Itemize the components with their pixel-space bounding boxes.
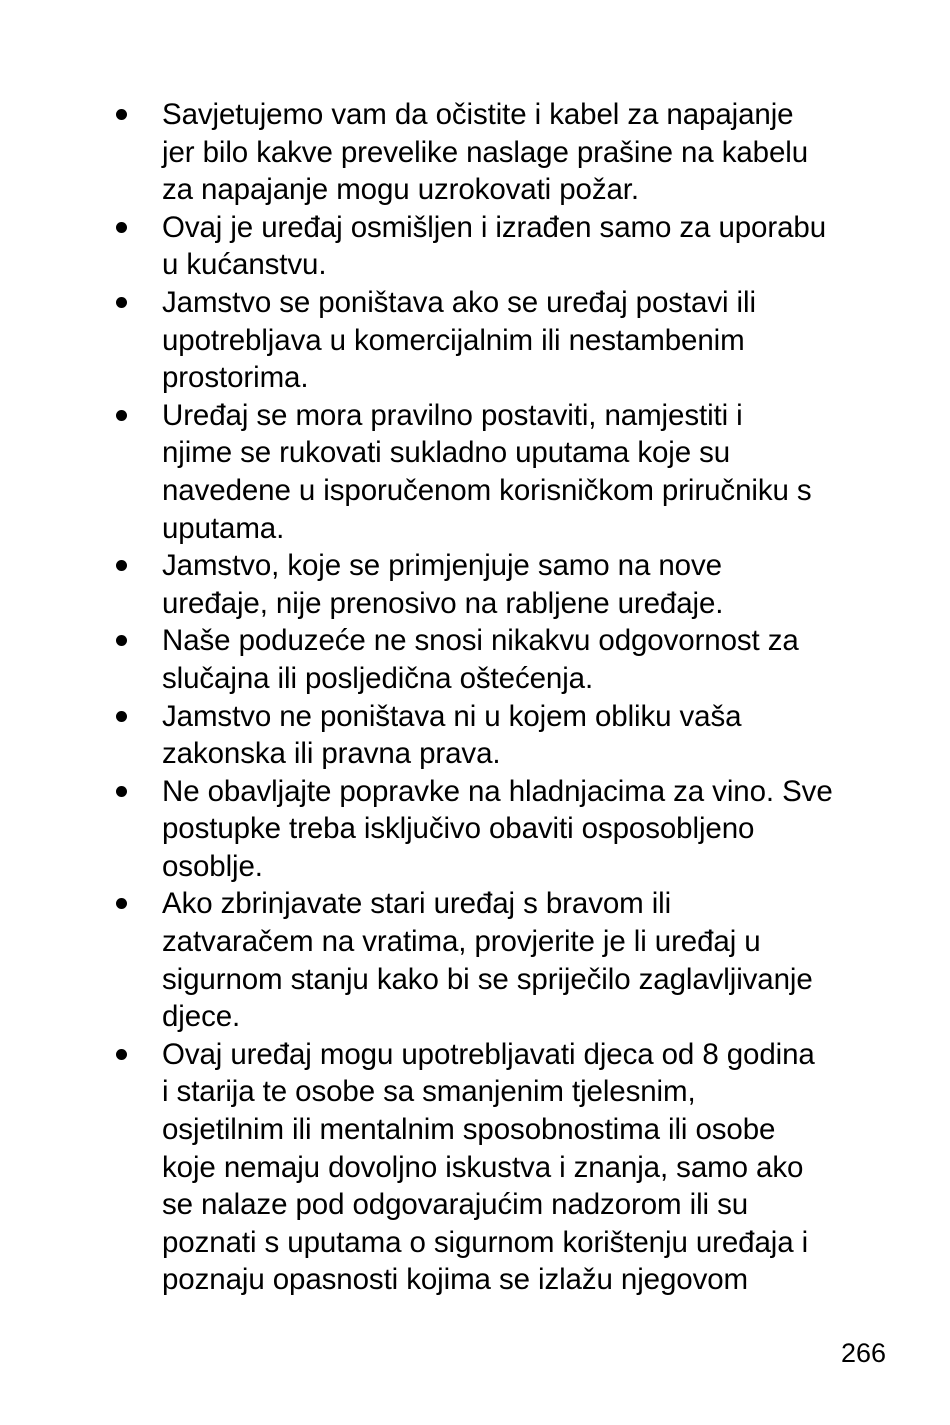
list-item-text-line: u kućanstvu.	[162, 248, 327, 282]
list-item-text-line: Ovaj je uređaj osmišljen i izrađen samo za uporabu	[162, 210, 827, 244]
list-item-text-line: upotrebljava u komercijalnim ili nestambenim	[162, 323, 745, 357]
bullet-icon	[116, 1049, 127, 1060]
list-item-text-line: koje nemaju dovoljno iskustva i znanja, samo ako	[162, 1150, 804, 1184]
list-item-text-line: jer bilo kakve prevelike naslage prašine na kabelu	[162, 135, 809, 169]
list-item	[112, 397, 902, 547]
bullet-icon	[116, 560, 127, 571]
list-item-text-line: Uređaj se mora pravilno postaviti, namjestiti i	[162, 398, 743, 432]
list-item-text-line: Ne obavljajte popravke na hladnjacima za vino. Sve	[162, 774, 833, 808]
list-item-text-line: i starija te osobe sa smanjenim tjelesnim,	[162, 1075, 696, 1109]
list-item-text-line: uređaje, nije prenosivo na rabljene uređaje.	[162, 586, 724, 620]
list-item-text-line: za napajanje mogu uzrokovati požar.	[162, 173, 639, 207]
list-item-text-line: se nalaze pod odgovarajućim nadzorom ili su	[162, 1188, 749, 1222]
list-item	[112, 209, 902, 284]
bullet-icon	[116, 711, 127, 722]
list-item-text-line: Naše poduzeće ne snosi nikakvu odgovornost za	[162, 624, 799, 658]
list-item-text-line: navedene u isporučenom korisničkom priručniku s	[162, 473, 812, 507]
list-item	[112, 96, 902, 209]
list-item	[112, 773, 902, 886]
list-item-text-line: prostorima.	[162, 361, 309, 395]
list-item-text-line: osoblje.	[162, 849, 263, 883]
bullet-icon	[116, 635, 127, 646]
list-item-text-line: sigurnom stanju kako bi se spriječilo zaglavljivanje	[162, 962, 813, 996]
bullet-list	[112, 96, 902, 1299]
list-item-text-line: osjetilnim ili mentalnim sposobnostima ili osobe	[162, 1113, 776, 1147]
list-item-text-line: Jamstvo, koje se primjenjuje samo na nove	[162, 549, 722, 583]
bullet-icon	[116, 109, 127, 120]
bullet-icon	[116, 222, 127, 233]
list-item-text-line: uputama.	[162, 511, 285, 545]
list-item	[112, 698, 902, 773]
list-item-text-line: Savjetujemo vam da očistite i kabel za napajanje	[162, 98, 794, 131]
page-number: 266	[840, 1338, 886, 1368]
list-item	[112, 885, 902, 1035]
list-item-text-line: Ako zbrinjavate stari uređaj s bravom ili	[162, 887, 672, 921]
list-item-text-line: poznaju opasnosti kojima se izlažu njegovom	[162, 1263, 749, 1297]
list-item-text-line: Jamstvo ne poništava ni u kojem obliku vaša	[162, 699, 742, 733]
list-item-text-line: zakonska ili pravna prava.	[162, 737, 501, 771]
bullet-icon	[116, 786, 127, 797]
list-item-text-line: djece.	[162, 1000, 241, 1034]
bullet-icon	[116, 297, 127, 308]
bullet-icon	[116, 898, 127, 909]
list-item-text-line: zatvaračem na vratima, provjerite je li uređaj u	[162, 925, 761, 959]
list-item	[112, 622, 902, 697]
list-item-text-line: slučajna ili posljedična oštećenja.	[162, 661, 594, 695]
list-item	[112, 1036, 902, 1299]
list-item	[112, 547, 902, 622]
bullet-icon	[116, 410, 127, 421]
list-item-text-line: postupke treba isključivo obaviti osposobljeno	[162, 812, 755, 846]
list-item-text-line: Jamstvo se poništava ako se uređaj postavi ili	[162, 285, 756, 319]
list-item-text-line: njime se rukovati sukladno uputama koje su	[162, 436, 731, 470]
list-item-text-line: poznati s uputama o sigurnom korištenju uređaja i	[162, 1225, 809, 1259]
list-item	[112, 284, 902, 397]
list-item-text-line: Ovaj uređaj mogu upotrebljavati djeca od 8 godina	[162, 1037, 815, 1071]
